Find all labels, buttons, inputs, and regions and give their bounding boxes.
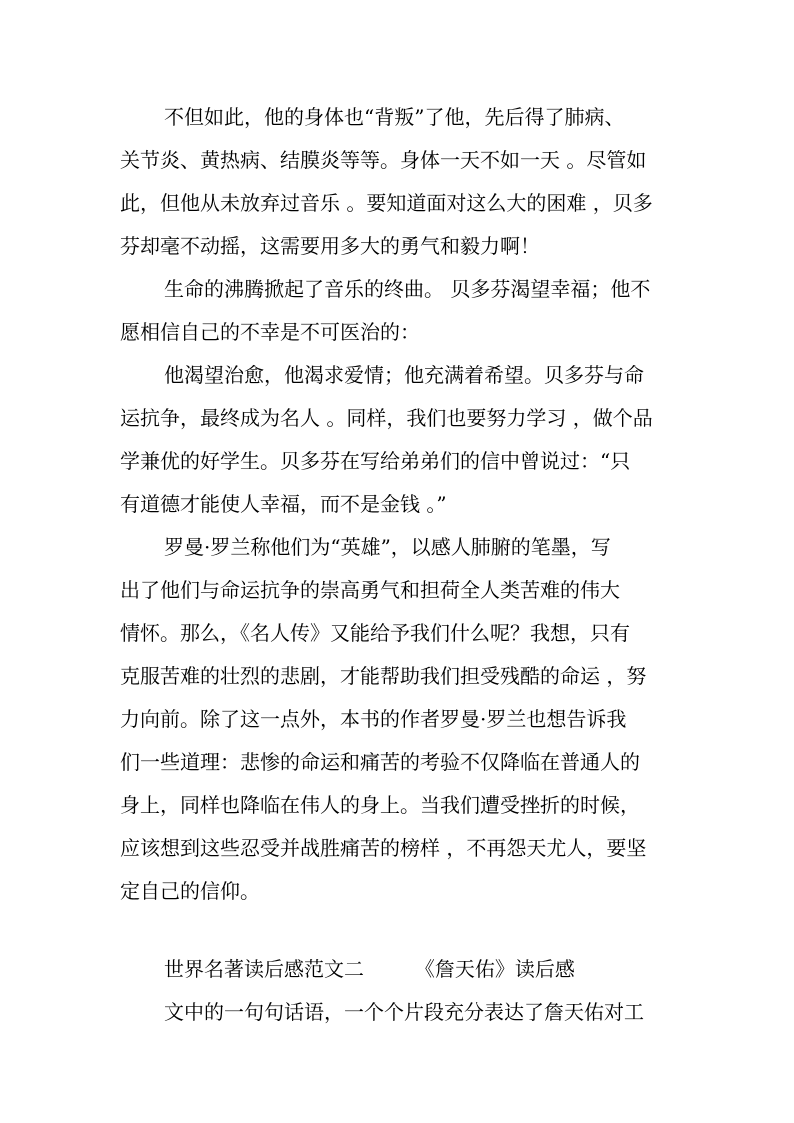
paragraph-line: 关节炎、黄热病、结膜炎等等。身体一天不如一天 。尽管如 bbox=[120, 148, 647, 172]
paragraph-line: 芬却毫不动摇，这需要用多大的勇气和毅力啊！ bbox=[120, 234, 540, 258]
paragraph-line: 愿相信自己的不幸是不可医治的： bbox=[120, 320, 420, 344]
paragraph-line: 文中的一句句话语，一个个片段充分表达了詹天佑对工 bbox=[164, 1000, 644, 1024]
paragraph-line: 定自己的信仰。 bbox=[120, 879, 260, 903]
section-heading: 世界名著读后感范文二 《詹天佑》读后感 bbox=[164, 957, 575, 981]
paragraph-line: 出了他们与命运抗争的崇高勇气和担荷全人类苦难的伟大 bbox=[120, 578, 620, 602]
paragraph-line: 罗曼·罗兰称他们为“英雄”，以感人肺腑的笔墨，写 bbox=[164, 535, 611, 559]
paragraph-line: 有道德才能使人幸福，而不是金钱 。” bbox=[120, 492, 447, 516]
paragraph-line: 不但如此，他的身体也“背叛”了他，先后得了肺病、 bbox=[164, 105, 625, 129]
paragraph-line: 克服苦难的壮烈的悲剧，才能帮助我们担受残酷的命运 ，努 bbox=[120, 664, 647, 688]
paragraph-line: 们一些道理：悲惨的命运和痛苦的考验不仅降临在普通人的 bbox=[120, 750, 640, 774]
paragraph-line: 应该想到这些忍受并战胜痛苦的榜样 ，不再怨天尤人，要坚 bbox=[120, 836, 647, 860]
paragraph-line: 此，但他从未放弃过音乐 。要知道面对这么大的困难 ，贝多 bbox=[120, 191, 653, 215]
paragraph-line: 力向前。除了这一点外，本书的作者罗曼·罗兰也想告诉我 bbox=[120, 707, 627, 731]
paragraph-line: 生命的沸腾掀起了音乐的终曲。 贝多芬渴望幸福；他不 bbox=[164, 277, 651, 301]
paragraph-line: 情怀。那么，《名人传》又能给予我们什么呢？我想，只有 bbox=[120, 621, 630, 645]
paragraph-line: 他渴望治愈，他渴求爱情；他充满着希望。贝多芬与命 bbox=[164, 363, 644, 387]
paragraph-line: 学兼优的好学生。贝多芬在写给弟弟们的信中曾说过：“只 bbox=[120, 449, 631, 473]
paragraph-line: 运抗争，最终成为名人 。同样，我们也要努力学习 ，做个品 bbox=[120, 406, 653, 430]
paragraph-line: 身上，同样也降临在伟人的身上。当我们遭受挫折的时候， bbox=[120, 793, 640, 817]
